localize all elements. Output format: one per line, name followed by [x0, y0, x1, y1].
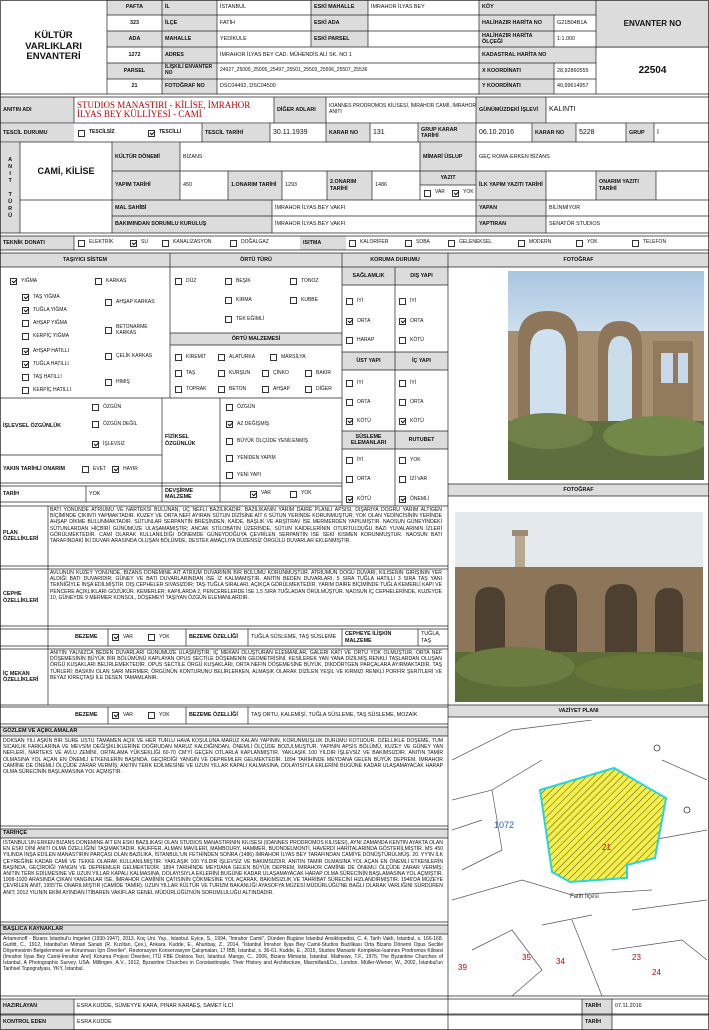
kontrol-eden-value: ESRA KUDDE — [77, 1019, 112, 1026]
mimari-uslup-label: MİMARİ ÜSLUP — [420, 143, 476, 171]
kubbe-option[interactable]: KUBBE — [290, 297, 318, 304]
saglamlik-harap[interactable]: HARAP — [346, 337, 374, 344]
onarim-yazit-label: ONARIM YAZITI TARİHİ — [596, 171, 656, 200]
ada-label: ADA — [107, 31, 162, 47]
saglamlik-orta[interactable]: ORTA — [346, 318, 370, 325]
kultur-donemi-value: BİZANS — [183, 153, 203, 160]
rutubet-header: RUTUBET — [395, 431, 448, 449]
ic-iyi[interactable]: İYİ — [399, 380, 416, 387]
map-block-number: 1072 — [494, 820, 515, 830]
bakim-value: İMRAHOR İLYAS BEY VAKFI — [275, 221, 346, 228]
il-label: İL — [162, 0, 217, 15]
x-koord-value: 28,92860555 — [557, 67, 589, 74]
devsirme-var[interactable]: VAR — [250, 486, 271, 502]
rutubet-izi-var[interactable]: İZİ VAR — [399, 476, 427, 483]
map-parcel-num-4: 24 — [652, 968, 661, 977]
dis-kotu[interactable]: KÖTÜ — [399, 337, 424, 344]
cephe-bezeme-var[interactable]: VAR — [112, 629, 133, 646]
fotograf-no-label: FOTOĞRAF NO — [162, 79, 217, 94]
diger-adlari-label: DİĞER ADLARI — [274, 97, 326, 123]
tas-ortu-option[interactable]: TAŞ — [175, 370, 195, 377]
yakin-evet[interactable]: EVET — [82, 466, 106, 473]
fiziksel-ozgun[interactable]: ÖZGÜN — [226, 404, 255, 411]
saglamlik-header: SAĞLAMLIK — [342, 267, 395, 285]
tescilsiz-option[interactable]: TESCİLSİZ — [78, 124, 115, 142]
plan-ozellikleri-text: BATI YÖNÜNDE ATRİUMU VE NARTEKSİ BULUNAN, ÜÇ NEFLİ BAZİLİKADIR. BAZİLİKANIN YARIM DAİRE PLANLI APSİSİ, DIŞARIYA DOĞRU YARIM ALTIGEN BİÇİMİNDE ÇIKINTI YAPMAKTADIR. KUZEY VE ORTA NEFİ AYIRAN SÜTUN DİZİSİNE AİT 6 SÜTUN YERİNDE KORUNMUŞTUR; YOK OLAN YEDİNCİSİNİN YERİNDE AHŞAP DİKME BULUNMAKTADIR. SÜTUNLAR SERPANTİN BREŞİNDEN; KAİDE, BAŞLIK VE ARŞİTRAV İSE MERMERDEN YAPILMIŞTIR. NAOSUN GÜNEYİNDEKİ SÜTUNLARDAN HİÇBİRİ GÜNÜMÜZE ULAŞAMAMIŞTIR; ANCAK STİLOBATIN ÜZERİNDE, SÜTUN KAİDELERİNİN OTURTULDUĞU BAZI YUVALARININ İZLERİ GÖRÜLMEKTEDİR. CAMİ OLARAK KULLANILDIĞI DÖNEMDE GÜNEYDOĞUYA ÇEVRİLEN SERPANTİN İSE SEKİ KISMEN KORUNMUŞTUR. NAOSUN BATI TARAFINDAKİ İKİ DUVAR ARASINDA OLUŞAN BÖLÜMDE, DESTEK AMAÇLIYA DÜZENSİZ ÖRGÜLÜ DUVARLAR EKLENMİŞTİR. — [50, 507, 442, 545]
gozlem-header: GÖZLEM VE AÇIKLAMALAR — [0, 727, 448, 736]
tarih2-footer-label: TARİH — [582, 1015, 612, 1030]
marsilya-option[interactable]: MARSİLYA — [270, 354, 306, 361]
kiremit-option[interactable]: KİREMİT — [175, 354, 206, 361]
celik-karkas-option[interactable]: ÇELİK KARKAS — [105, 353, 152, 360]
mimari-uslup-value: GEÇ ROMA-ERKEN BİZANS — [479, 153, 550, 160]
adres-label: ADRES — [162, 47, 217, 63]
devsirme-yok[interactable]: YOK — [290, 486, 312, 502]
ilk-yapim-yazit-label: İLK YAPIM YAZITI TARİHİ — [476, 171, 546, 200]
tarih-label: TARİH — [0, 486, 86, 502]
besik-option[interactable]: BEŞİK — [225, 278, 251, 285]
devsirme-label: DEVŞİRME MALZEME — [162, 486, 220, 502]
fiziksel-buyuk-olcude[interactable]: BÜYÜK ÖLÇÜDE YENİLENMİŞ — [226, 438, 308, 445]
dis-yapi-header: DIŞ YAPI — [395, 267, 448, 285]
tugla-yigma-option[interactable]: TUĞLA YIĞMA — [22, 307, 67, 314]
envanter-no: 22504 — [596, 48, 709, 94]
fotograf-header: FOTOĞRAF — [448, 253, 709, 267]
anit-turu-side-label: ANIT TÜRÜ — [0, 143, 20, 233]
yaptiran-label: YAPTIRAN — [476, 216, 546, 233]
rutubet-yok[interactable]: YOK — [399, 457, 421, 464]
kursun-option[interactable]: KURŞUN — [218, 370, 250, 377]
form-title: KÜLTÜR VARLIKLARI ENVANTERİ — [0, 0, 107, 94]
fiziksel-yeni-yapi[interactable]: YENİ YAPI — [226, 472, 261, 479]
su-option[interactable]: SU — [130, 236, 148, 250]
tugla-hatilli-option[interactable]: TUĞLA HATILLI — [22, 361, 69, 368]
map-parcel-num-1: 39 — [458, 963, 467, 972]
diger-option[interactable]: DİĞER — [305, 386, 332, 393]
cepheye-iliskin-value: TUĞLA, TAŞ — [421, 631, 441, 644]
hazirlayan-label: HAZIRLAYAN — [0, 999, 74, 1014]
toprak-option[interactable]: TOPRAK — [175, 386, 206, 393]
anit-adi-value: STUDIOS MANASTIRI - KİLİSE, İMRAHOR İLYAS BEY KÜLLİYESİ - CAMİ — [77, 99, 251, 119]
ilce-value: FATİH — [220, 19, 235, 26]
tescilli-option[interactable]: TESCİLLİ — [148, 124, 181, 142]
dis-iyi[interactable]: İYİ — [399, 298, 416, 305]
anit-turu-value: CAMİ, KİLİSE — [20, 143, 112, 200]
gozlem-text: DOKSAN YILI AŞKIN BİR SÜRE ÜSTÜ TAMAMEN AÇIK VE HER TÜRLÜ HAVA KOŞULUNA MARUZ KALAN YAPININ, KORUNMUŞLUK DURUMU KÖTÜDÜR. ÖZELLİKLE DÖŞEME, TÜM SICAKLIK FARKLARINA VE MEVSİM DEĞİŞİKLİKLERİNE DOĞRUDAN MARUZ KALDIĞINDAN, ÖNEMLİ ÖLÇÜDE BOZULMUŞTUR. YAPININ APSİS BÖLÜMÜ, KUZEY VE GÜNEY YAN NEFLERİ, NARTEKS VE AVLU ZEMİNİ, ORTALAMA YÜKSEKLİĞİ 60-70 CM'Yİ GEÇEN OTLARLA KAPLANMIŞTIR. YAKLAŞIK 100 YILDIR İŞLEVSİZ VE BAKIMSIZDIR. ANITIN TAMİR OLMASINA YOL AÇAN EN ÖNEMLİ ETKENLERİN BAŞINDA, GEÇİRDİĞİ YANGIN VE DEPREMLER GELMEKTEDİR. 1894 TARİHİNDE MEYDANA GELEN BÜYÜK DEPREM, İMRAHOR CAMİİNE DE ÖNEMLİ ÖLÇÜDE ZARAR VERMİŞ; ANITIN TERK EDİLMESİNE VE UZUN YILLAR KAPALI KALMASINA, DOLAYISIYLA EKLERİNİ BUGÜNE KADAR ULAŞAMAYACAK HARAP OLMA SÜRECİNİN BAŞLAMASINA YOL AÇMIŞTIR. — [3, 738, 443, 776]
kontrol-eden-label: KONTROL EDEN — [0, 1015, 74, 1030]
grup-value: I — [657, 128, 659, 136]
onarim2-label: 2.ONARIM TARİHİ — [327, 171, 372, 200]
tarih-value: YOK — [89, 490, 101, 497]
eski-ada-label: ESKİ ADA — [311, 15, 368, 31]
yapan-value: BİLİNMİYOR — [549, 204, 581, 211]
ortu-malzemesi-header: ÖRTÜ MALZEMESİ — [170, 333, 342, 345]
telefon-option[interactable]: TELEFON — [632, 236, 666, 250]
tasiyici-sistem-header: TAŞIYICI SİSTEM — [0, 253, 170, 267]
fotograf2-header: FOTOĞRAF — [448, 484, 709, 496]
map-street-label: Fatih İlçesi — [570, 894, 599, 900]
mal-sahibi-value: İMRAHOR İLYAS BEY VAKFI — [275, 204, 346, 211]
yapim-tarihi-value: 450 — [183, 182, 192, 189]
map-parcel-num-5: 21 — [602, 843, 611, 852]
ahsap-yigma-option[interactable]: AHŞAP YIĞMA — [22, 320, 67, 327]
alaturka-option[interactable]: ALATURKA — [218, 354, 255, 361]
islevsel-ozgun-degil[interactable]: ÖZGÜN DEĞİL — [92, 421, 137, 428]
il-value: İSTANBUL — [220, 4, 246, 11]
adres-value: İMRAHOR İLYAS BEY CAD. MÜHENDİS ALİ SK. NO 1 — [220, 51, 352, 58]
kaynaklar-header: BAŞLICA KAYNAKLAR — [0, 925, 448, 934]
tescil-tarihi-value: 30.11.1939 — [273, 128, 308, 136]
kanalizasyon-option[interactable]: KANALİZASYON — [162, 236, 211, 250]
cephe-bezeme-label: BEZEME — [72, 629, 108, 646]
grup-label: GRUP — [626, 124, 654, 142]
tonoz-option[interactable]: TONOZ — [290, 278, 318, 285]
susleme-kotu[interactable]: KÖTÜ — [346, 496, 371, 503]
koy-label: KÖY — [479, 0, 596, 15]
parsel-value: 21 — [107, 79, 162, 94]
eski-mahalle-value: İMRAHOR İLYAS BEY — [371, 4, 425, 11]
duz-option[interactable]: DÜZ — [175, 278, 196, 285]
yok-option[interactable]: YOK — [576, 236, 598, 250]
cepheye-iliskin-label: CEPHEYE İLİŞKİN MALZEME — [342, 629, 418, 646]
elektrik-option[interactable]: ELEKTRİK — [78, 236, 113, 250]
kaynaklar-text: Artamonoff - Bizans İstanbul'u İmgeleri (1930-1947), 2013, Koç Üni. Yay., İstanbul. Eyice, S., 1994, "İmrahor Camii", Dünden Bugüne İstanbul Ansiklopedisi, C. 4, Tarih Vakfı, İstanbul, s. 166-168. Gurlitt, C., 1912, İstanbul'un Mimari Sanatı (R. Kızıltan, Çev.), Ankara. Kudde, E., Ahunbay, Z., 2014, "İstanbul İmrahor İlyas Bey Camii-Studios Bazilikası Orta Bizans Dönemi Opus Sectile Döşemesinin Belgelenmesi ve Korunması İçin Öneriler", Restorasyon Konservasyon Çalışmaları, 17 İBB, İstanbul, s. 36-61. Kudde, E., 2015, Studios Manastır Kompleksi-Ioannes Prodromos Kilisesi (İmrahor İlyas Bey Camii-İmrahor Anıt) Koruma Projesi Önerileri, İTÜ FBE Doktora Tezi, İstanbul. Mango, C., 2006, Bizans Mimarisi, İstanbul. Mathews, T.F., 1976, The Byzantine Churches of İstanbul, A Photographic Survey, USA. Millingen, A.V., 1912, Byzantine Churches in Constantinople, Their History and Architecture, Macmillan&Co., London. Müller-Wiener, W., 2002, İstanbul'un Tarihsel Topografyası, YKY, İstanbul. — [3, 936, 443, 973]
plan-ozellikleri-label: PLAN ÖZELLİKLERİ — [0, 506, 48, 566]
ilce-label: İLÇE — [162, 15, 217, 31]
gunumuz-islev-label: GÜNÜMÜZDEKİ İŞLEVİ — [476, 97, 546, 123]
vaziyet-plani-header: VAZİYET PLANI — [448, 705, 709, 717]
ada-value: 1272 — [107, 47, 162, 63]
cephe-bezeme-ozelligi-label: BEZEME ÖZELLİĞİ — [186, 629, 248, 646]
tas-hatilli-option[interactable]: TAŞ HATILLI — [22, 374, 62, 381]
onarim1-label: 1.ONARIM TARİHİ — [228, 171, 282, 200]
geleneksel-option[interactable]: GELENEKSEL — [448, 236, 492, 250]
cephe-ozellikleri-label: CEPHE ÖZELLİKLERİ — [0, 569, 48, 626]
karkas-option[interactable]: KARKAS — [95, 278, 126, 285]
kadastral-label: KADASTRAL HARİTA NO — [479, 47, 596, 63]
ic-mekan-text: ANITIN YALNIZCA BEDEN DUVARLARI GÜNÜMÜZE ULAŞMIŞTIR; İÇ MEKAN OLUŞTURAN ELEMANLAR, GALERİ KATI VE ÖRTÜ YOK OLMUŞTUR. ORTA NEF DÖŞEMESİNİN BÜYÜK BİR BÖLÜMÜNÜ KAPLAYAN OPUS SECTİLE DÖŞEMENİN GEOMETRİSİNİ, KESİLEREK YAN YANA DİZİLMİŞ RENKLİ TAŞLARDAN OLUŞAN ÖRGÜ KUŞAKLARI BELİRLEMEKTEDİR. OPUS SECTİLE ÖRGÜ KUŞAKLARI, ORTA NEFİN DÖŞEMESİNE BÜYÜK, DİKDÖRTGEN PARÇALARA AYIRMAKTADIR. TAŞ TÜRLERİ: BASKIN OLAN SARI MERMER, ÖRGÜNÜN KONTURUNU BELİRLERKEN, ALMAŞIK OLARAK DİZİLEN YEŞİL VE KIRMIZI RENKLİ PORFİR ŞERİTLERİ VE BEYAZ KİREÇTAŞI İLE DESEN TAMAMLANIR. — [50, 650, 442, 681]
kalorifer-option[interactable]: KALORİFER — [349, 236, 388, 250]
cinko-option[interactable]: ÇİNKO — [262, 370, 289, 377]
cephe-bezeme-ozelligi-value: TUĞLA SÜSLEME, TAŞ SÜSLEME — [251, 634, 337, 641]
susleme-header: SÜSLEME ELEMANLARI — [342, 431, 395, 449]
tarihce-text: İSTANBUL'UN ERKEN BİZANS DÖNEMİNE AİT EN ESKİ BAZİLİKASI OLAN STUDİOS MANASTIRININ KİLİSESİ (IOANNES PRODROMOS KİLİSESİ), AYNI ZAMANDA KENTİN AYAKTA OLAN EN ESKİ DİNİ ANITI OLMA ÖZELLİĞİNİ TAŞIMAKTADIR. KAUFFER, ALMAN MAVİLERİ, MAMBOURY, HAMMER, BUONDELMONTİ, HAVERDİ HARİTALARINDA GÖSTERİLMİŞTİR. MS 450 YILINDA İNŞA EDİLEN MANASTIRIN PARÇASI OLAN BAZİLİKA, İSTANBUL'UN FETHİNDEN SONRA (1486) İMRAHOR İLYAS BEY TARAFINDAN CAMİYE DÖNÜŞTÜRÜLMÜŞ. 20. YY'IN İLK ÇEYREĞİNE KADAR CAMİ VE TEKKE OLARAK KULLANILMIŞTIR. YAKLAŞIK 100 YILDIR İŞLEVSİZ VE BAKIMSIZDIR. ANITIN TAMİR OLMASINA YOL AÇAN EN ÖNEMLİ ETKENLERİN BAŞINDA, GEÇİRDİĞİ YANGIN VE DEPREMLER GELMEKTEDİR. 1894 TARİHİNDE MEYDANA GELEN BÜYÜK DEPREM, İMRAHOR CAMİİNE DE ÖNEMLİ ÖLÇÜDE ZARAR VERMİŞ; ANITIN TERK EDİLMESİNE VE UZUN YILLAR KAPALI KALMASINA, DOLAYISIYLA EKLERİNİ BUGÜNE KADAR ULAŞAMAYACAK HARAP OLMA SÜRECİNİN BAŞLAMASINA YOL AÇMIŞTIR. 1908-1920 ARASINDA ÇIKAN YANGINLAR İSE, İMRAHOR CAMİİNİN ÇATISININ ÇÖKMESİNE YOL AÇARAK, BAKIMSIZLIK VE TAHRİBAT SÜRECİNİ HIZLANDIRMIŞTIR. 1946'DA MÜZEYE ÇEVRİLEN ANIT, 1955'TE ONARILMIŞTIR (CAMİDE TAMİR). UZUN YILLAR KÜLTÜR VE TURİZM BAKANLIĞI AYASOFYA MÜZESİ MÜDÜRLÜĞÜ'NE BAĞLI OLARAK VARLIĞINI SÜRDÜREN ANIT; 2012 YILININ EKİM AYINDAN İTİBAREN VAKIFLAR GENEL MÜDÜRLÜĞÜ'NÜN SORUMLULUĞU ALTINDADIR. — [3, 840, 443, 896]
ic-bezeme-yok[interactable]: YOK — [148, 707, 170, 724]
kirma-option[interactable]: KIRMA — [225, 297, 252, 304]
ust-orta[interactable]: ORTA — [346, 399, 370, 406]
kerpic-hatilli-option[interactable]: KERPİÇ HATILLI — [22, 387, 71, 394]
betonarme-option[interactable]: BETONARME KARKAS — [105, 325, 157, 337]
x-koord-label: X KOORDİNATI — [479, 63, 554, 79]
ic-bezeme-label: BEZEME — [72, 707, 108, 724]
beton-option[interactable]: BETON — [218, 386, 246, 393]
map-parcel-num-6: 23 — [632, 953, 641, 962]
tarihce-header: TARİHÇE — [0, 829, 448, 838]
cephe-bezeme-yok[interactable]: YOK — [148, 629, 170, 646]
onarim1-value: 1293 — [285, 182, 297, 189]
yazit-label: YAZIT — [420, 171, 476, 185]
yazit-yok-option[interactable]: YOK — [452, 186, 474, 200]
tas-yigma-option[interactable]: TAŞ YIĞMA — [22, 294, 60, 301]
ic-bezeme-var[interactable]: VAR — [112, 707, 133, 724]
koruma-durumu-header: KORUMA DURUMU — [342, 253, 448, 267]
susleme-orta[interactable]: ORTA — [346, 476, 370, 483]
islevsel-ozgun[interactable]: ÖZGÜN — [92, 404, 121, 411]
cephe-ozellikleri-text: AVLUNUN KUZEY YÖNÜNDE, BİZANS DÖNEMİNE AİT ATRİUM DUVARININ BİR BÖLÜMÜ KORUNMUŞTUR. ATRİUMUN DOĞU DUVARI, KİLİSENİN GİRİŞİNİN YER ALDIĞI BATI DUVARIDIR; GÜNEY VE BATI DUVARLARINDAN İSE İZ KALMAMIŞTIR. ANITIN BEDEN DUVARLARI, 5 SIRA TUĞLA HATILLI 3 SIRA TAŞ YANI TEKNİĞİYLE İNŞA EDİLMİŞTİR. DIŞ CEPHELER SIVASIZDIR; TAŞ-TUĞLA SIRALARI, AÇIKÇA GÖRÜLMEKTEDİR. YARIM DAİRE BİÇİMİNDE TUĞLA KEMERLİ KAPI VE PENCERE AÇIKLIKLARI GÖZÜKÜR. KEMERLER; KAPILARDA 2, PENCERELERDE İSE 1,5 SIRA TUĞLADAN ÖRÜLMÜŞTÜR. NAOSUN İÇ CEPHELERİNDE, KUZEYDE 10, GÜNEYDE 9 MERMER KONSOL, DÖŞEMEYİ TAŞIYAN ÖZGÜN ELEMANLARDIR. — [50, 570, 442, 601]
diger-adlari-value: IOANNES PRODROMOS KİLİSESİ, İMRAHOR CAMİİ, İMRAHOR ANITI — [329, 103, 476, 115]
envanter-label: ENVANTER NO — [596, 0, 709, 48]
ust-yapi-header: ÜST YAPI — [342, 352, 395, 370]
kerpic-yigma-option[interactable]: KERPİÇ YIĞMA — [22, 333, 69, 340]
halihazir-olcek-label: HALİHAZIR HARİTA ÖLÇEĞİ — [479, 31, 554, 47]
ust-iyi[interactable]: İYİ — [346, 380, 363, 387]
ic-bezeme-ozelligi-label: BEZEME ÖZELLİĞİ — [186, 707, 248, 724]
hazirlayan-value: ESRA KUDDE, SÜMEYYE KARA, PINAR KARAEŞ, SAMET İLCİ — [77, 1003, 233, 1010]
karar-no2-value: 5228 — [579, 128, 595, 136]
fiziksel-ozgunluk-label: FİZİKSEL ÖZGÜNLÜK — [162, 398, 220, 483]
parsel-label: PARSEL — [107, 63, 162, 79]
dis-orta[interactable]: ORTA — [399, 318, 423, 325]
saglamlik-iyi[interactable]: İYİ — [346, 298, 363, 305]
tescil-tarihi-label: TESCİL TARİHİ — [202, 124, 270, 142]
karar-no-label: KARAR NO — [326, 124, 370, 142]
yakin-onarim-label: YAKIN TARİHLİ ONARIM — [0, 455, 78, 483]
karar-no-value: 131 — [373, 128, 385, 136]
yapim-tarihi-label: YAPIM TARİHİ — [112, 171, 180, 200]
y-koord-value: 40,99614957 — [557, 83, 589, 90]
y-koord-label: Y KOORDİNATI — [479, 79, 554, 94]
kultur-donemi-label: KÜLTÜR DÖNEMİ — [112, 143, 180, 171]
yazit-var-option[interactable]: VAR — [424, 186, 445, 200]
dogalgaz-option[interactable]: DOĞALGAZ — [230, 236, 269, 250]
rutubet-onemli[interactable]: ÖNEMLİ — [399, 496, 429, 503]
halihazir-olcek-value: 1:1.000 — [557, 35, 575, 42]
gunumuz-islev-value: KALINTI — [549, 105, 576, 113]
soba-option[interactable]: SOBA — [405, 236, 430, 250]
mahalle-value: YEDİKULE — [220, 35, 247, 42]
bakir-option[interactable]: BAKIR — [305, 370, 331, 377]
grup-karar-tarihi-value: 06.10.2016 — [479, 128, 515, 136]
ahsap-karkas-option[interactable]: AHŞAP KARKAS — [105, 299, 155, 306]
modern-option[interactable]: MODERN — [518, 236, 551, 250]
halihazir-harita-value: G21B04B1A — [557, 19, 587, 26]
onarim2-value: 1486 — [375, 182, 387, 189]
ahsap-ortu-option[interactable]: AHŞAP — [262, 386, 290, 393]
susleme-iyi[interactable]: İYİ — [346, 457, 363, 464]
yakin-hayir[interactable]: HAYIR — [112, 466, 138, 473]
map-parcel-num-3: 34 — [556, 957, 565, 966]
yigma-option[interactable]: YIĞMA — [10, 278, 37, 285]
mahalle-label: MAHALLE — [162, 31, 217, 47]
himis-option[interactable]: HIMIŞ — [105, 379, 130, 386]
isitma-label: ISITMA — [300, 236, 346, 250]
yapan-label: YAPAN — [476, 200, 546, 216]
ust-kotu[interactable]: KÖTÜ — [346, 418, 371, 425]
tarih-footer-value: 07.11.2016 — [615, 1003, 642, 1010]
fotograf-no-value: DSC04492, DSC04500 — [220, 83, 276, 90]
fiziksel-yeniden-yapim[interactable]: YENİDEN YAPIM — [226, 455, 276, 462]
teknik-donati-label: TEKNİK DONATI — [0, 236, 74, 250]
islevsel-ozgunluk-label: İŞLEVSEL ÖZGÜNLÜK — [0, 398, 88, 455]
eski-mahalle-label: ESKİ MAHALLE — [311, 0, 368, 15]
map-parcel-num-2: 35 — [522, 953, 531, 962]
anit-adi-label: ANITIN ADI — [0, 97, 74, 123]
eski-parsel-label: ESKİ PARSEL — [311, 31, 368, 47]
grup-karar-tarihi-label: GRUP KARAR TARİHİ — [418, 124, 476, 142]
ic-orta[interactable]: ORTA — [399, 399, 423, 406]
islevsel-islevsiz[interactable]: İŞLEVSİZ — [92, 441, 125, 448]
iliskili-envanter-value: 24927_25000_25005_25497_25501_25503_25506_25507_25536 — [220, 67, 368, 74]
halihazir-harita-label: HALİHAZIR HARİTA NO — [479, 15, 554, 31]
pafta-value: 323 — [107, 15, 162, 31]
ahsap-hatilli-option[interactable]: AHŞAP HATILLI — [22, 348, 69, 355]
yaptiran-value: SENATÖR STUDIOS — [549, 221, 601, 228]
tescil-durumu-label: TESCİL DURUMU — [0, 124, 74, 142]
mal-sahibi-label: MAL SAHİBİ — [112, 200, 272, 216]
ic-yapi-header: İÇ YAPI — [395, 352, 448, 370]
ic-mekan-label: İÇ MEKAN ÖZELLİKLERİ — [0, 649, 48, 705]
ic-bezeme-ozelligi-value: TAŞ ORTU, KALEMİŞİ, TUĞLA SÜSLEME, TAŞ SÜSLEME, MOZAİK — [251, 712, 418, 719]
tarih-footer-label: TARİH — [582, 999, 612, 1014]
ortu-turu-header: ÖRTÜ TÜRÜ — [170, 253, 342, 267]
fiziksel-az-degismis[interactable]: AZ DEĞİŞMİŞ — [226, 421, 269, 428]
tek-egimli-option[interactable]: TEK EĞİMLİ — [225, 316, 264, 323]
karar-no2-label: KARAR NO — [532, 124, 576, 142]
pafta-label: PAFTA — [107, 0, 162, 15]
iliskili-envanter-label: İLİŞKİLİ ENVANTER NO — [162, 63, 217, 79]
bakim-label: BAKIMINDAN SORUMLU KURULUŞ — [112, 216, 272, 233]
ic-kotu[interactable]: KÖTÜ — [399, 418, 424, 425]
